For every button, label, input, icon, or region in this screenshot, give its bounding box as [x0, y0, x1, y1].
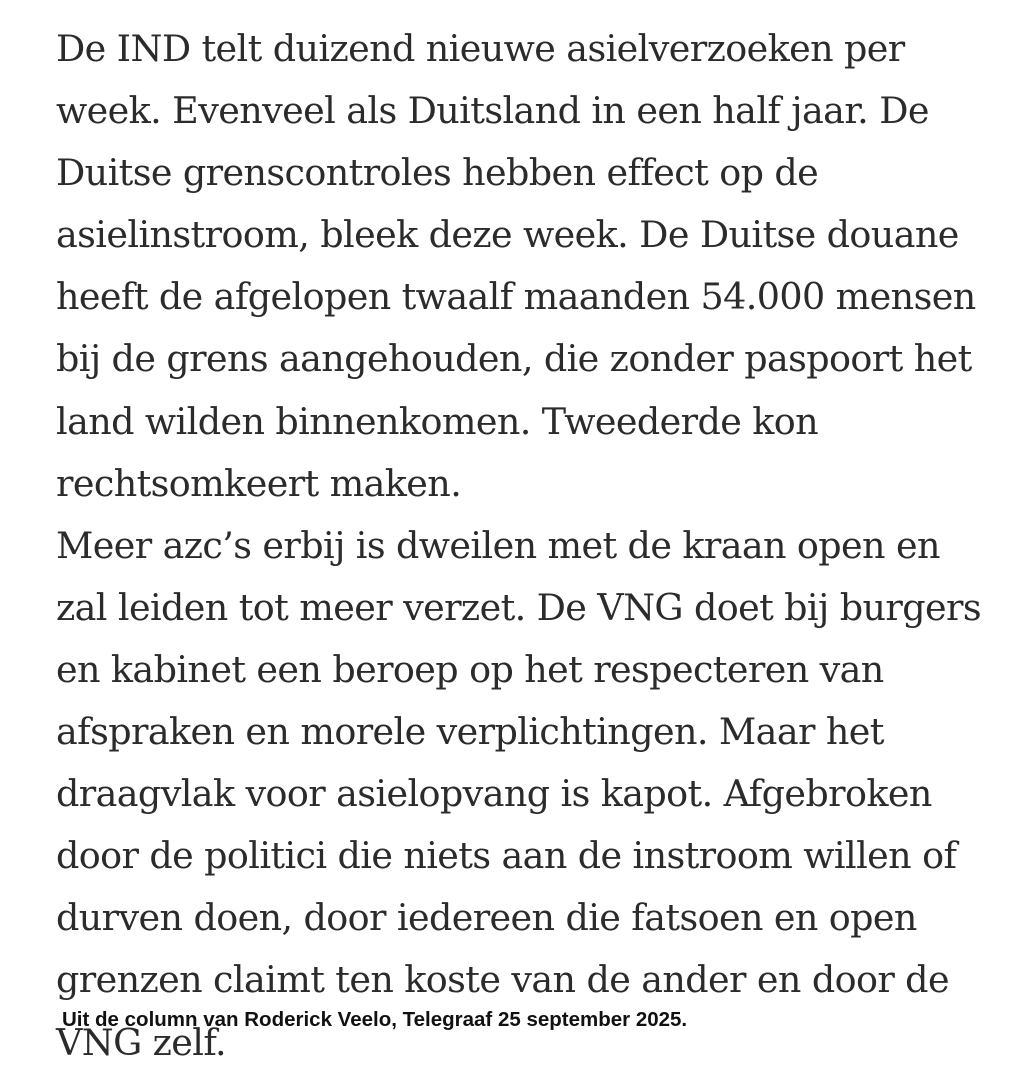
paragraph-1 [56, 18, 996, 515]
paragraph-2 [56, 515, 996, 1074]
text-line: week. Evenveel als Duitsland in een half jaar. De [56, 89, 929, 133]
text-line: bij de grens aangehouden, die zonder paspoort het [56, 337, 972, 381]
text-line: asielinstroom, bleek deze week. De Duitse douane [56, 213, 959, 257]
text-line: De IND telt duizend nieuwe asielverzoeken per [56, 27, 905, 70]
text-line: door de politici die niets aan de instroom willen of [56, 834, 957, 878]
text-line: afspraken en morele verplichtingen. Maar het [56, 710, 884, 754]
source-caption: Uit de column van Roderick Veelo, Telegraaf 25 september 2025. [62, 1008, 688, 1031]
text-line: zal leiden tot meer verzet. De VNG doet bij burgers [56, 585, 981, 629]
text-line: land wilden binnenkomen. Tweederde kon [56, 399, 819, 443]
text-line: Duitse grenscontroles hebben effect op de [56, 151, 819, 195]
text-line: draagvlak voor asielopvang is kapot. Afgebroken [56, 772, 932, 816]
article-text [56, 18, 996, 1074]
text-line: en kabinet een beroep op het respecteren van [56, 647, 884, 691]
text-line: rechtsomkeert maken. [56, 461, 462, 505]
text-line: VNG zelf. [56, 1020, 226, 1064]
text-line: grenzen claimt ten koste van de ander en door de [56, 958, 949, 1002]
text-line: durven doen, door iedereen die fatsoen en open [56, 896, 917, 940]
text-line: heeft de afgelopen twaalf maanden 54.000 mensen [56, 275, 976, 319]
text-line: Meer azc’s erbij is dweilen met de kraan open en [56, 523, 940, 567]
